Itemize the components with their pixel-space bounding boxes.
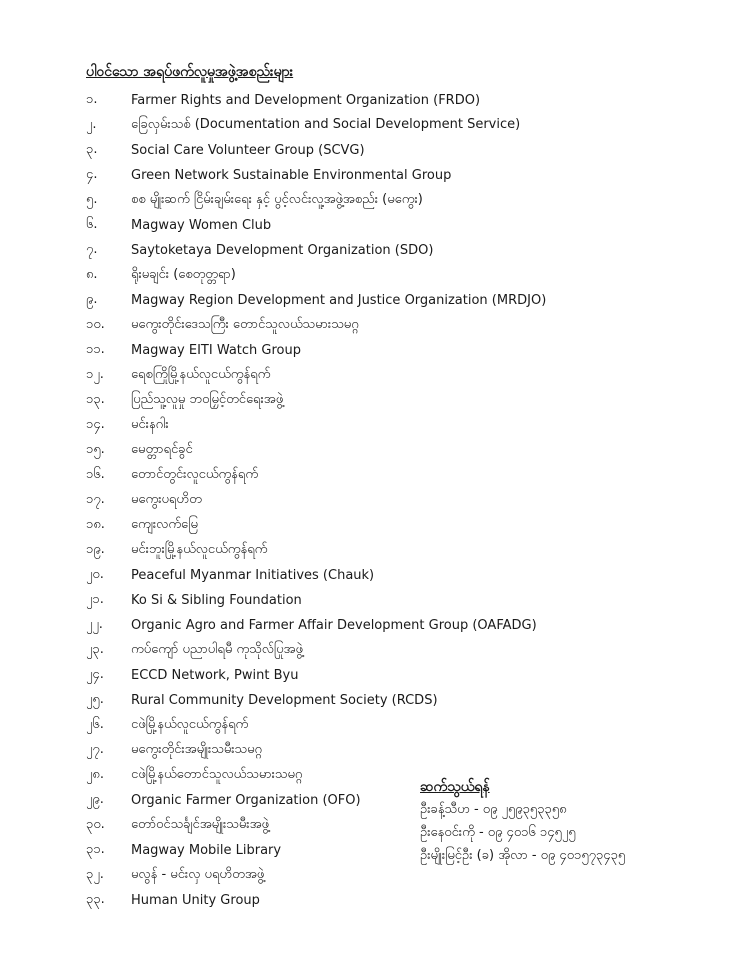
list-item: [86, 638, 546, 663]
item-number: ၂.: [86, 117, 97, 132]
list-item: [86, 488, 546, 513]
list-item: [86, 438, 546, 463]
organization-name: Peaceful Myanmar Initiatives (Chauk): [131, 568, 375, 583]
item-number: ၂၀.: [86, 567, 104, 582]
organization-name: Social Care Volunteer Group (SCVG): [131, 143, 365, 158]
organization-name: ငဖဲမြို့နယ်လူငယ်ကွန်ရက်: [131, 717, 249, 732]
organization-name: Farmer Rights and Development Organization (FRDO): [131, 93, 481, 108]
list-item: [86, 138, 546, 163]
document-title: ပါဝင်သော အရပ်ဖက်လူမှုအဖွဲ့အစည်းများ: [86, 64, 294, 80]
item-number: ၁၀.: [86, 317, 105, 332]
item-number: ၃၀.: [86, 817, 105, 832]
organization-name: Organic Farmer Organization (OFO): [131, 793, 361, 808]
list-item: [86, 563, 546, 588]
organization-name: ခြေလှမ်းသစ် (Documentation and Social Development Service): [131, 117, 521, 132]
organization-name: Ko Si & Sibling Foundation: [131, 593, 302, 608]
item-number: ၂၆.: [86, 717, 104, 732]
list-item: [86, 238, 546, 263]
item-number: ၂၂.: [86, 617, 103, 632]
item-number: ၁၆.: [86, 467, 105, 482]
list-item: [86, 338, 546, 363]
list-item: [86, 463, 546, 488]
organization-name: ငဖဲမြို့နယ်တောင်သူလယ်သမားသမဂ္ဂ: [131, 767, 303, 782]
item-number: ၁၇.: [86, 492, 105, 507]
organization-name: မေတ္တာရင်ခွင်: [131, 442, 193, 457]
item-number: ၁၂.: [86, 367, 104, 382]
item-number: ၂၉.: [86, 792, 104, 807]
item-number: ၁၁.: [86, 342, 105, 357]
organization-name: Magway EITI Watch Group: [131, 343, 301, 358]
organization-name: Green Network Sustainable Environmental Group: [131, 168, 452, 183]
list-item: [86, 388, 546, 413]
organization-name: ရိုးမချင်း (စေတုတ္တရာ): [131, 267, 236, 282]
item-number: ၂၁.: [86, 592, 104, 607]
contact-line: ဦးမျိုးမြင့်ဦး (ခ) အိုလာ - ၀၉ ၄၀၁၅၇၃၄၃၅: [420, 848, 626, 863]
organization-name: တော်ဝင်သင်္ချင်အမျိုးသမီးအဖွဲ့: [131, 817, 269, 832]
item-number: ၂၄.: [86, 667, 104, 682]
organization-name: Magway Mobile Library: [131, 843, 282, 858]
organization-name: Magway Region Development and Justice Organization (MRDJO): [131, 293, 547, 308]
item-number: ၈.: [86, 267, 98, 282]
item-number: ၁၄.: [86, 417, 105, 432]
list-item: [86, 738, 546, 763]
list-item: [86, 538, 546, 563]
contact-heading: ဆက်သွယ်ရန်: [420, 778, 490, 795]
list-item: [86, 263, 546, 288]
item-number: ၆.: [86, 217, 98, 232]
organization-name: ကျေးလက်မြေ: [131, 517, 198, 532]
list-item: [86, 288, 546, 313]
organization-name: Magway Women Club: [131, 218, 272, 233]
organization-name: တောင်တွင်းလူငယ်ကွန်ရက်: [131, 467, 259, 482]
item-number: ၂၅.: [86, 692, 104, 707]
item-number: ၃.: [86, 142, 98, 157]
item-number: ၅.: [86, 192, 98, 207]
list-item: [86, 188, 546, 213]
item-number: ၃၂.: [86, 867, 104, 882]
item-number: ၁၉.: [86, 542, 105, 557]
item-number: ၁၈.: [86, 517, 105, 532]
item-number: ၃၁.: [86, 842, 105, 857]
organization-name: Rural Community Development Society (RCDS): [131, 693, 438, 708]
contact-section: [420, 775, 625, 868]
list-item: [86, 313, 546, 338]
organization-name: ပြည်သူ့လူမှု ဘဝမြှင့်တင်ရေးအဖွဲ့: [131, 392, 284, 407]
organization-name: Organic Agro and Farmer Affair Development Group (OAFADG): [131, 618, 537, 633]
list-item: [86, 413, 546, 438]
list-item: [86, 888, 546, 913]
organization-name: မကွေးပရဟိတ: [131, 492, 202, 507]
organization-name: Human Unity Group: [131, 893, 260, 908]
list-item: [86, 113, 546, 138]
organization-name: ECCD Network, Pwint Byu: [131, 668, 299, 683]
list-item: [86, 663, 546, 688]
list-item: [86, 88, 546, 113]
item-number: ၃၃.: [86, 892, 105, 907]
organization-name: ကပ်ကျော် ပညာပါရမီ ကုသိုလ်ပြုအဖွဲ့: [131, 642, 303, 657]
list-item: [86, 213, 546, 238]
organization-name: ရေစကြိုမြို့နယ်လူငယ်ကွန်ရက်: [131, 367, 271, 382]
contact-line: ဦးခန့်သီဟ - ၀၉ ၂၅၉၃၅၃၃၅၈: [420, 802, 567, 817]
list-item: [86, 363, 546, 388]
item-number: ၂၃.: [86, 642, 104, 657]
organization-name: မကွေးတိုင်းဒေသကြီး တောင်သူလယ်သမားသမဂ္ဂ: [131, 317, 359, 332]
list-item: [86, 613, 546, 638]
list-item: [86, 688, 546, 713]
list-item: [86, 713, 546, 738]
organization-name: မင်းဘူးမြို့နယ်လူငယ်ကွန်ရက်: [131, 542, 268, 557]
item-number: ၄.: [86, 167, 98, 182]
organization-name: မကွေးတိုင်းအမျိုးသမီးသမဂ္ဂ: [131, 742, 262, 757]
item-number: ၁၃.: [86, 392, 105, 407]
list-item: [86, 163, 546, 188]
organization-name: Saytoketaya Development Organization (SDO): [131, 243, 434, 258]
organization-name: မင်းနဂါး: [131, 417, 169, 432]
organization-name: စစ မျိုးဆက် ငြိမ်းချမ်းရေး နှင့် ပွင့်လင်းလူ့အဖွဲ့အစည်း (မကွေး): [131, 192, 423, 207]
item-number: ၁.: [86, 92, 98, 107]
item-number: ၁၅.: [86, 442, 105, 457]
organization-name: မလွန် - မင်းလှ ပရဟိတအဖွဲ့: [131, 867, 265, 882]
item-number: ၉.: [86, 292, 98, 307]
list-item: [86, 588, 546, 613]
item-number: ၇.: [86, 242, 98, 257]
list-item: [86, 513, 546, 538]
item-number: ၂၈.: [86, 767, 104, 782]
item-number: ၂၇.: [86, 742, 104, 757]
contact-line: ဦးနေဝင်းကို - ၀၉ ၄၀၁၆ ၁၄၅၂၅: [420, 825, 576, 840]
